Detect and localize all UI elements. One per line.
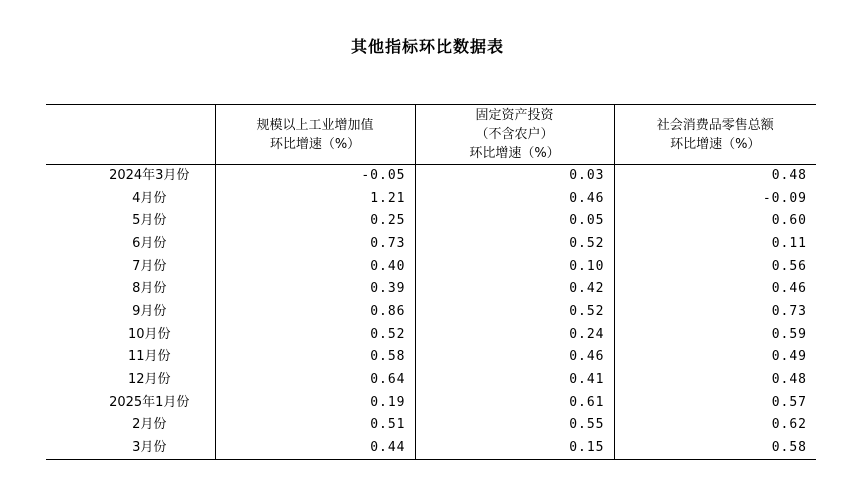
indicator-table <box>46 104 816 460</box>
retail-growth-cell: 0.49 <box>614 346 816 369</box>
retail-growth-cell: 0.48 <box>614 369 816 392</box>
investment-growth-cell: 0.41 <box>415 369 614 392</box>
period-cell: 2024年3月份 <box>109 168 190 184</box>
retail-growth-cell: 0.58 <box>614 437 816 460</box>
investment-growth-cell: 0.10 <box>415 255 614 278</box>
header-retail-line: 社会消费品零售总额 <box>656 117 774 133</box>
period-cell: 3月份 <box>46 437 215 460</box>
investment-growth-cell: 0.52 <box>415 233 614 256</box>
industry-growth-cell: 1.21 <box>215 187 415 210</box>
industry-growth-cell: 0.19 <box>215 391 415 414</box>
industry-growth-cell: 0.73 <box>215 233 415 256</box>
investment-growth-cell: 0.55 <box>415 414 614 437</box>
table-row <box>46 233 816 256</box>
period-cell: 10月份 <box>127 326 171 342</box>
table-body <box>46 165 816 460</box>
period-cell: 2025年1月份 <box>109 394 190 410</box>
period-cell: 8月份 <box>132 281 167 297</box>
investment-growth-cell: 0.46 <box>415 187 614 210</box>
retail-growth-cell: 0.62 <box>614 414 816 437</box>
retail-growth-cell: 0.46 <box>614 278 816 301</box>
header-investment-line: 固定资产投资 <box>475 108 554 123</box>
industry-growth-cell: 0.51 <box>215 414 415 437</box>
industry-growth-cell: -0.05 <box>215 165 415 188</box>
header-period <box>46 105 215 165</box>
retail-growth-cell: 0.57 <box>614 391 816 414</box>
investment-growth-cell: 0.15 <box>415 437 614 460</box>
retail-growth-cell: -0.09 <box>614 187 816 210</box>
table-row <box>46 437 816 460</box>
investment-growth-cell: 0.42 <box>415 278 614 301</box>
industry-growth-cell: 0.44 <box>215 437 415 460</box>
investment-growth-cell: 0.46 <box>415 346 614 369</box>
table-title: 其他指标环比数据表 <box>350 37 504 56</box>
header-investment-line: 环比增速（%） <box>469 146 560 161</box>
header-industry-line: 规模以上工业增加值 <box>256 117 374 133</box>
investment-growth-cell: 0.52 <box>415 301 614 324</box>
period-cell: 5月份 <box>132 213 167 229</box>
table-row <box>46 414 816 437</box>
retail-growth-cell: 0.60 <box>614 210 816 233</box>
investment-growth-cell: 0.24 <box>415 323 614 346</box>
table-row <box>46 301 816 324</box>
table-row <box>46 255 816 278</box>
header-industry <box>215 105 415 165</box>
header-investment-line: （不含农户） <box>475 127 554 142</box>
table-row <box>46 323 816 346</box>
period-cell: 12月份 <box>127 372 171 388</box>
period-cell: 2月份 <box>132 417 167 433</box>
table-row <box>46 369 816 392</box>
header-retail <box>614 105 816 165</box>
table-row <box>46 346 816 369</box>
header-retail-line: 环比增速（%） <box>670 136 761 152</box>
table-header-row <box>46 105 816 165</box>
industry-growth-cell: 0.64 <box>215 369 415 392</box>
industry-growth-cell: 0.52 <box>215 323 415 346</box>
period-cell: 4月份 <box>132 190 167 206</box>
industry-growth-cell: 0.40 <box>215 255 415 278</box>
period-cell: 6月份 <box>132 235 167 251</box>
investment-growth-cell: 0.03 <box>415 165 614 188</box>
investment-growth-cell: 0.61 <box>415 391 614 414</box>
period-cell: 11月份 <box>127 349 171 365</box>
period-cell: 9月份 <box>132 303 167 319</box>
table-row <box>46 165 816 188</box>
header-investment <box>415 105 614 165</box>
industry-growth-cell: 0.58 <box>215 346 415 369</box>
retail-growth-cell: 0.56 <box>614 255 816 278</box>
table-row <box>46 391 816 414</box>
table-row <box>46 187 816 210</box>
retail-growth-cell: 0.73 <box>614 301 816 324</box>
period-cell: 7月份 <box>132 258 167 274</box>
industry-growth-cell: 0.39 <box>215 278 415 301</box>
retail-growth-cell: 0.48 <box>614 165 816 188</box>
table-row <box>46 210 816 233</box>
header-industry-line: 环比增速（%） <box>269 136 361 152</box>
retail-growth-cell: 0.59 <box>614 323 816 346</box>
table-row <box>46 278 816 301</box>
retail-growth-cell: 0.11 <box>614 233 816 256</box>
investment-growth-cell: 0.05 <box>415 210 614 233</box>
industry-growth-cell: 0.86 <box>215 301 415 324</box>
industry-growth-cell: 0.25 <box>215 210 415 233</box>
